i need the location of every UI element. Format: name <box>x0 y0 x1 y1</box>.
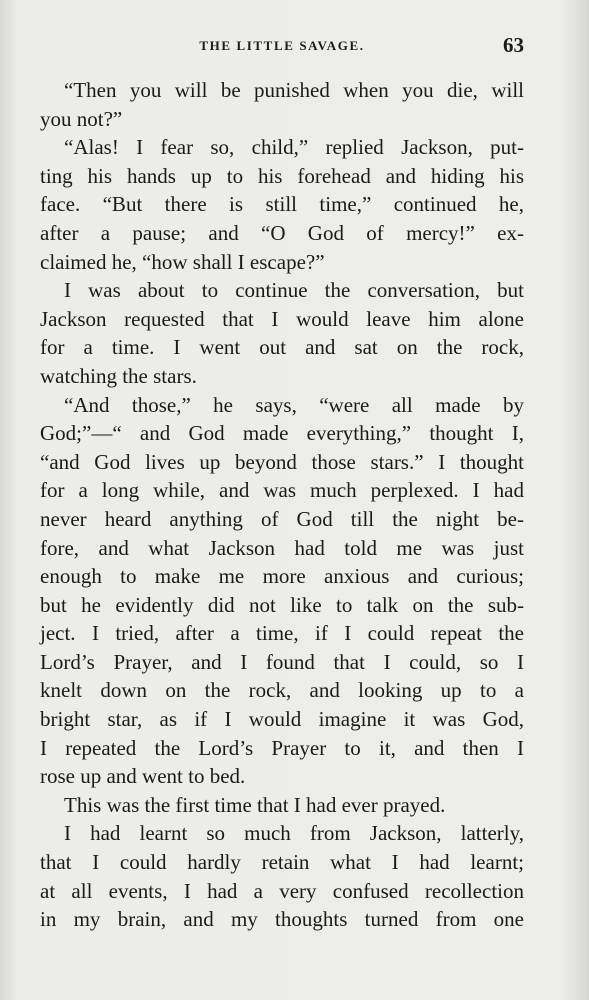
text-line: after a pause; and “O God of mercy!” ex- <box>40 220 524 245</box>
text-line: bright star, as if I would imagine it was God, <box>40 707 524 732</box>
text-line: at all events, I had a very confused recollection <box>40 878 524 903</box>
text-line: I had learnt so much from Jackson, latterly, <box>64 821 524 846</box>
text-line: ject. I tried, after a time, if I could repeat the <box>40 621 524 646</box>
text-line: but he evidently did not like to talk on the sub- <box>40 592 524 617</box>
text-line: ting his hands up to his forehead and hiding his <box>40 163 524 188</box>
text-line: “And those,” he says, “were all made by <box>64 392 524 417</box>
text-line: for a time. I went out and sat on the rock, <box>40 335 524 360</box>
text-line: claimed he, “how shall I escape?” <box>40 249 325 274</box>
text-line: in my brain, and my thoughts turned from one <box>40 907 524 932</box>
text-line: God;”—“ and God made everything,” thought I, <box>40 421 524 446</box>
running-title: THE LITTLE SAVAGE. <box>199 38 365 53</box>
text-line: I repeated the Lord’s Prayer to it, and then I <box>40 735 524 760</box>
text-line: Jackson requested that I would leave him alone <box>40 306 524 331</box>
text-line: I was about to continue the conversation, but <box>64 278 524 303</box>
text-line: face. “But there is still time,” continued he, <box>40 192 524 217</box>
text-line: watching the stars. <box>40 363 197 388</box>
page-header <box>40 33 524 57</box>
text-line: “and God lives up beyond those stars.” I thought <box>40 449 524 474</box>
text-line: This was the first time that I had ever prayed. <box>64 792 446 817</box>
text-line: fore, and what Jackson had told me was just <box>40 535 524 560</box>
text-line: rose up and went to bed. <box>40 764 246 789</box>
body-text <box>40 76 524 934</box>
text-line: knelt down on the rock, and looking up to a <box>40 678 524 703</box>
text-line: Lord’s Prayer, and I found that I could, so I <box>40 649 524 674</box>
text-line: never heard anything of God till the night be- <box>40 506 524 531</box>
text-line: you not?” <box>40 106 123 131</box>
text-line: “Alas! I fear so, child,” replied Jackson, put- <box>64 135 524 160</box>
text-line: enough to make me more anxious and curious; <box>40 564 524 589</box>
page-number: 63 <box>503 33 524 57</box>
text-line: that I could hardly retain what I had learnt; <box>40 850 524 875</box>
text-line: “Then you will be punished when you die, will <box>64 78 524 102</box>
text-line: for a long while, and was much perplexed. I had <box>40 478 524 503</box>
